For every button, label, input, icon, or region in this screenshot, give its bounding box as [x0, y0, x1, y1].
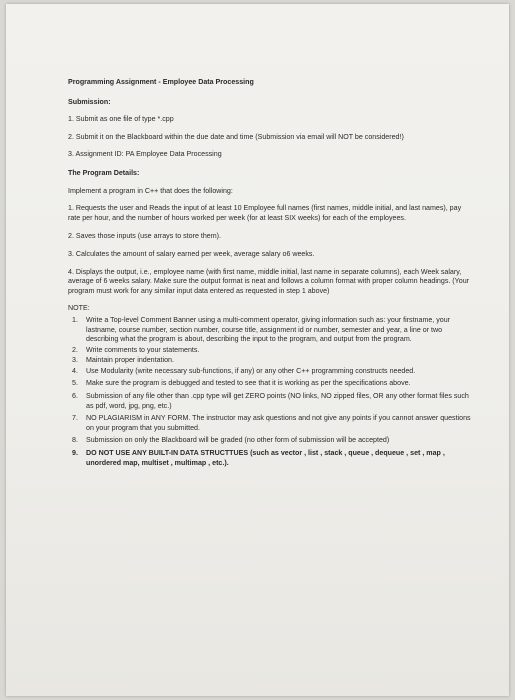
document-title: Programming Assignment - Employee Data Processing	[68, 78, 254, 86]
submission-item-1: 1. Submit as one file of type *.cpp	[68, 115, 174, 124]
note-item: 8. Submission on only the Blackboard will be graded (no other form of submission will be accepted)	[72, 436, 390, 445]
note-item: 4. Use Modularity (write necessary sub-functions, if any) or any other C++ programming constructs needed.	[72, 366, 416, 375]
note-item: 3. Maintain proper indentation.	[72, 356, 174, 365]
note-item: 5. Make sure the program is debugged and tested to see that it is working as per the specifications above.	[72, 379, 411, 388]
details-item-1: 1. Requests the user and Reads the input of at least 10 Employee full names (first names, middle initial, and last names), pay rate per hour, and the number of hours worked per week (for at least SIX weeks) for each of the employees.	[68, 204, 462, 222]
note-item: 6. Submission of any file other than .cpp type will get ZERO points (NO links, NO zipped files, OR any other format files such as pdf, word, jpg, png, etc.)	[72, 392, 469, 410]
details-item-3: 3. Calculates the amount of salary earned per week, average salary o6 weeks.	[68, 249, 315, 258]
document-content	[68, 78, 473, 469]
details-item-4: 4. Displays the output, i.e., employee name (with first name, middle initial, last name in separate columns), each Week salary, average of 6 weeks salary. Make sure the output format is neat and follows a column format with proper column headings. (Your program must work for any similar input data entered as requested in step 1 above)	[68, 267, 470, 295]
submission-heading: Submission:	[68, 97, 111, 106]
submission-item-2: 2. Submit it on the Blackboard within the due date and time (Submission via email will NOT be considered!)	[68, 132, 404, 141]
submission-item-3: 3. Assignment ID: PA Employee Data Processing	[68, 150, 222, 159]
notes-list	[68, 316, 473, 468]
details-item-2: 2. Saves those inputs (use arrays to store them).	[68, 232, 221, 241]
note-item: 1. Write a Top-level Comment Banner using a multi-comment operator, giving information such as: your firstname, your lastname, course number, section number, course title, assignment id or number, semester and year, a line or two describing what the program is about, describing the input to the program, and output from the program.	[72, 315, 451, 344]
note-item: 7. NO PLAGIARISM in ANY FORM. The instructor may ask questions and not give any points if you cannot answer questions on your program that you submitted.	[72, 414, 471, 432]
details-heading: The Program Details:	[68, 168, 140, 177]
note-item: 9. DO NOT USE ANY BUILT-IN DATA STRUCTTUES (such as vector , list , stack , queue , dequeue , set , map , unordered map, multiset , multimap , etc.).	[72, 449, 445, 467]
note-item: 2. Write comments to your statements.	[72, 345, 200, 354]
document-page	[6, 4, 509, 696]
notes-heading: NOTE:	[68, 304, 90, 313]
details-intro: Implement a program in C++ that does the following:	[68, 186, 233, 195]
